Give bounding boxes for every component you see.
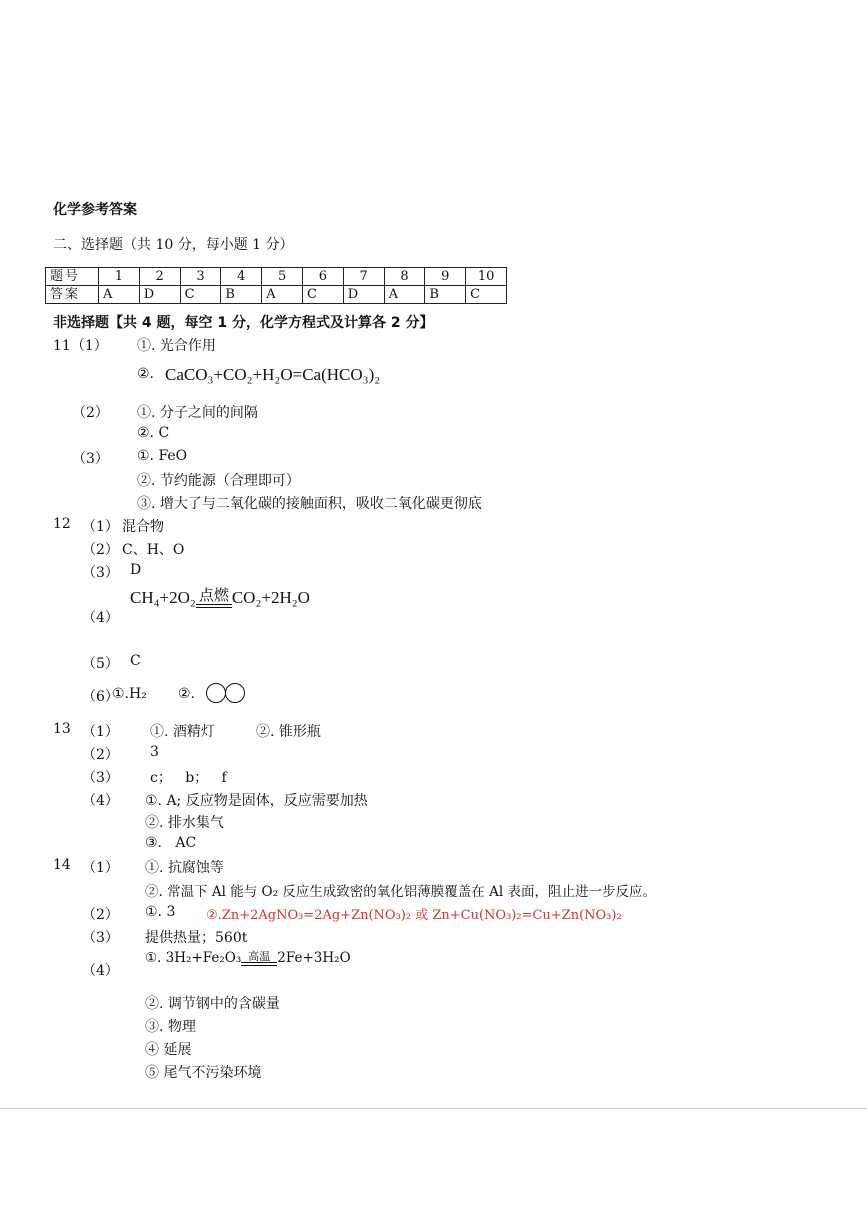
q14-1-answer-b: ②. 常温下 Al 能与 O₂ 反应生成致密的氧化铝薄膜覆盖在 Al 表面，阻止进一步反应。 xyxy=(145,884,656,900)
q14-2-answer-b: ②.Zn+2AgNO₃=2Ag+Zn(NO₃)₂ 或 Zn+Cu(NO₃)₂=Cu+Zn(NO₃)₂ xyxy=(206,908,622,923)
table-cell: 8 xyxy=(384,268,425,286)
table-cell: 6 xyxy=(302,268,343,286)
table-cell: A xyxy=(99,286,140,304)
atom-circle xyxy=(206,683,226,703)
q12-4-equation xyxy=(130,588,310,608)
q13-4-label: （4） xyxy=(82,793,119,809)
table-row-numbers xyxy=(46,268,507,286)
q12-5-label: （5） xyxy=(82,656,119,672)
q11-1-answer-a: ①. 光合作用 xyxy=(137,338,216,354)
q13-4-answer-c: ③. AC xyxy=(145,835,197,851)
q11-2-answer-a: ①. 分子之间的间隔 xyxy=(137,405,258,421)
equation-left: ①. 3H₂+Fe₂O₃ xyxy=(145,950,242,966)
table-cell: 1 xyxy=(99,268,140,286)
q11-3-answer-b: ②. 节约能源（合理即可） xyxy=(137,473,300,489)
q12-4-label: （4） xyxy=(82,610,119,626)
equation-right: CO₂+2H₂O xyxy=(231,588,310,607)
table-cell: 10 xyxy=(466,268,507,286)
q14-2-label: （2） xyxy=(82,907,119,923)
table-cell: B xyxy=(425,286,466,304)
table-cell: A xyxy=(262,286,303,304)
table-cell: 5 xyxy=(262,268,303,286)
reaction-condition xyxy=(196,589,232,608)
q14-1-answer-a: ①. 抗腐蚀等 xyxy=(145,860,224,876)
table-cell: C xyxy=(302,286,343,304)
q13-1-answer-a: ①. 酒精灯 xyxy=(150,724,215,740)
q12-3-answer: D xyxy=(130,562,142,578)
q11-1-answer-b-prefix: ②. xyxy=(137,366,155,382)
atom-circle xyxy=(225,683,245,703)
q11-2-label: （2） xyxy=(72,405,109,421)
q12-5-answer: C xyxy=(130,653,141,669)
q14-4-answer-b: ②. 调节钢中的含碳量 xyxy=(145,996,280,1012)
table-cell: C xyxy=(180,286,221,304)
equation-left: CH₄+2O₂ xyxy=(130,588,196,607)
section-nonchoice-heading: 非选择题【共 4 题，每空 1 分，化学方程式及计算各 2 分】 xyxy=(53,315,434,331)
q13-label: 13 xyxy=(53,721,71,737)
q12-1-label: （1） xyxy=(82,519,119,535)
table-cell: D xyxy=(139,286,180,304)
condition-text: 点燃 xyxy=(198,588,229,604)
q14-4-answer-c: ③. 物理 xyxy=(145,1019,196,1035)
q13-2-answer: 3 xyxy=(150,744,159,760)
table-cell: 3 xyxy=(180,268,221,286)
page-divider xyxy=(0,1108,867,1109)
equation-right: 2Fe+3H₂O xyxy=(277,950,351,966)
q12-1-answer: 混合物 xyxy=(122,519,164,535)
answer-table xyxy=(45,267,507,304)
q14-3-label: （3） xyxy=(82,930,119,946)
q13-4-answer-b: ②. 排水集气 xyxy=(145,815,224,831)
q14-label: 14 xyxy=(53,857,71,873)
row-label-number: 题号 xyxy=(46,268,99,286)
section-choice-heading: 二、选择题（共 10 分，每小题 1 分） xyxy=(53,237,294,253)
q14-4-equation xyxy=(145,950,351,966)
q14-4-answer-e: ⑤ 尾气不污染环境 xyxy=(145,1065,262,1081)
table-cell: 2 xyxy=(139,268,180,286)
q12-6-answer-a: ①.H₂ xyxy=(112,686,147,702)
q14-3-answer: 提供热量；560t xyxy=(145,930,248,946)
row-label-answer: 答案 xyxy=(46,286,99,304)
q12-2-label: （2） xyxy=(82,542,119,558)
q11-label: 11（1） xyxy=(53,338,108,354)
q11-1-equation: CaCO₃+CO₂+H₂O=Ca(HCO₃)₂ xyxy=(165,365,381,384)
table-cell: 9 xyxy=(425,268,466,286)
double-arrow-line xyxy=(196,604,232,608)
q11-3-answer-c: ③. 增大了与二氧化碳的接触面积，吸收二氧化碳更彻底 xyxy=(137,496,482,512)
q13-3-label: （3） xyxy=(82,770,119,786)
q14-4-label: （4） xyxy=(82,963,119,979)
reaction-condition xyxy=(241,951,277,966)
q13-4-answer-a: ①. A; 反应物是固体，反应需要加热 xyxy=(145,793,368,809)
table-cell: 4 xyxy=(221,268,262,286)
q11-2-answer-b: ②. C xyxy=(137,425,170,441)
q13-1-answer-b: ②. 锥形瓶 xyxy=(256,724,321,740)
q12-2-answer: C、H、O xyxy=(122,542,185,558)
q14-2-answer-a: ①. 3 xyxy=(145,904,176,920)
q14-4-answer-d: ④ 延展 xyxy=(145,1042,192,1058)
table-cell: 7 xyxy=(343,268,384,286)
condition-text: 高温 xyxy=(248,950,271,963)
q11-3-answer-a: ①. FeO xyxy=(137,448,188,464)
q12-6-label: （6） xyxy=(82,689,119,705)
table-cell: B xyxy=(221,286,262,304)
q11-3-label: （3） xyxy=(72,451,109,467)
q12-6-answer-b: ②. xyxy=(178,686,196,702)
molecule-diagram xyxy=(206,683,245,703)
table-row-answers xyxy=(46,286,507,304)
q13-2-label: （2） xyxy=(82,747,119,763)
q12-label: 12 xyxy=(53,516,71,532)
q12-3-label: （3） xyxy=(82,565,119,581)
doc-title: 化学参考答案 xyxy=(53,202,137,218)
q13-3-answer: c； b； f xyxy=(150,770,227,786)
table-cell: A xyxy=(384,286,425,304)
q13-1-label: （1） xyxy=(82,724,119,740)
q14-1-label: （1） xyxy=(82,860,119,876)
table-cell: C xyxy=(466,286,507,304)
table-cell: D xyxy=(343,286,384,304)
